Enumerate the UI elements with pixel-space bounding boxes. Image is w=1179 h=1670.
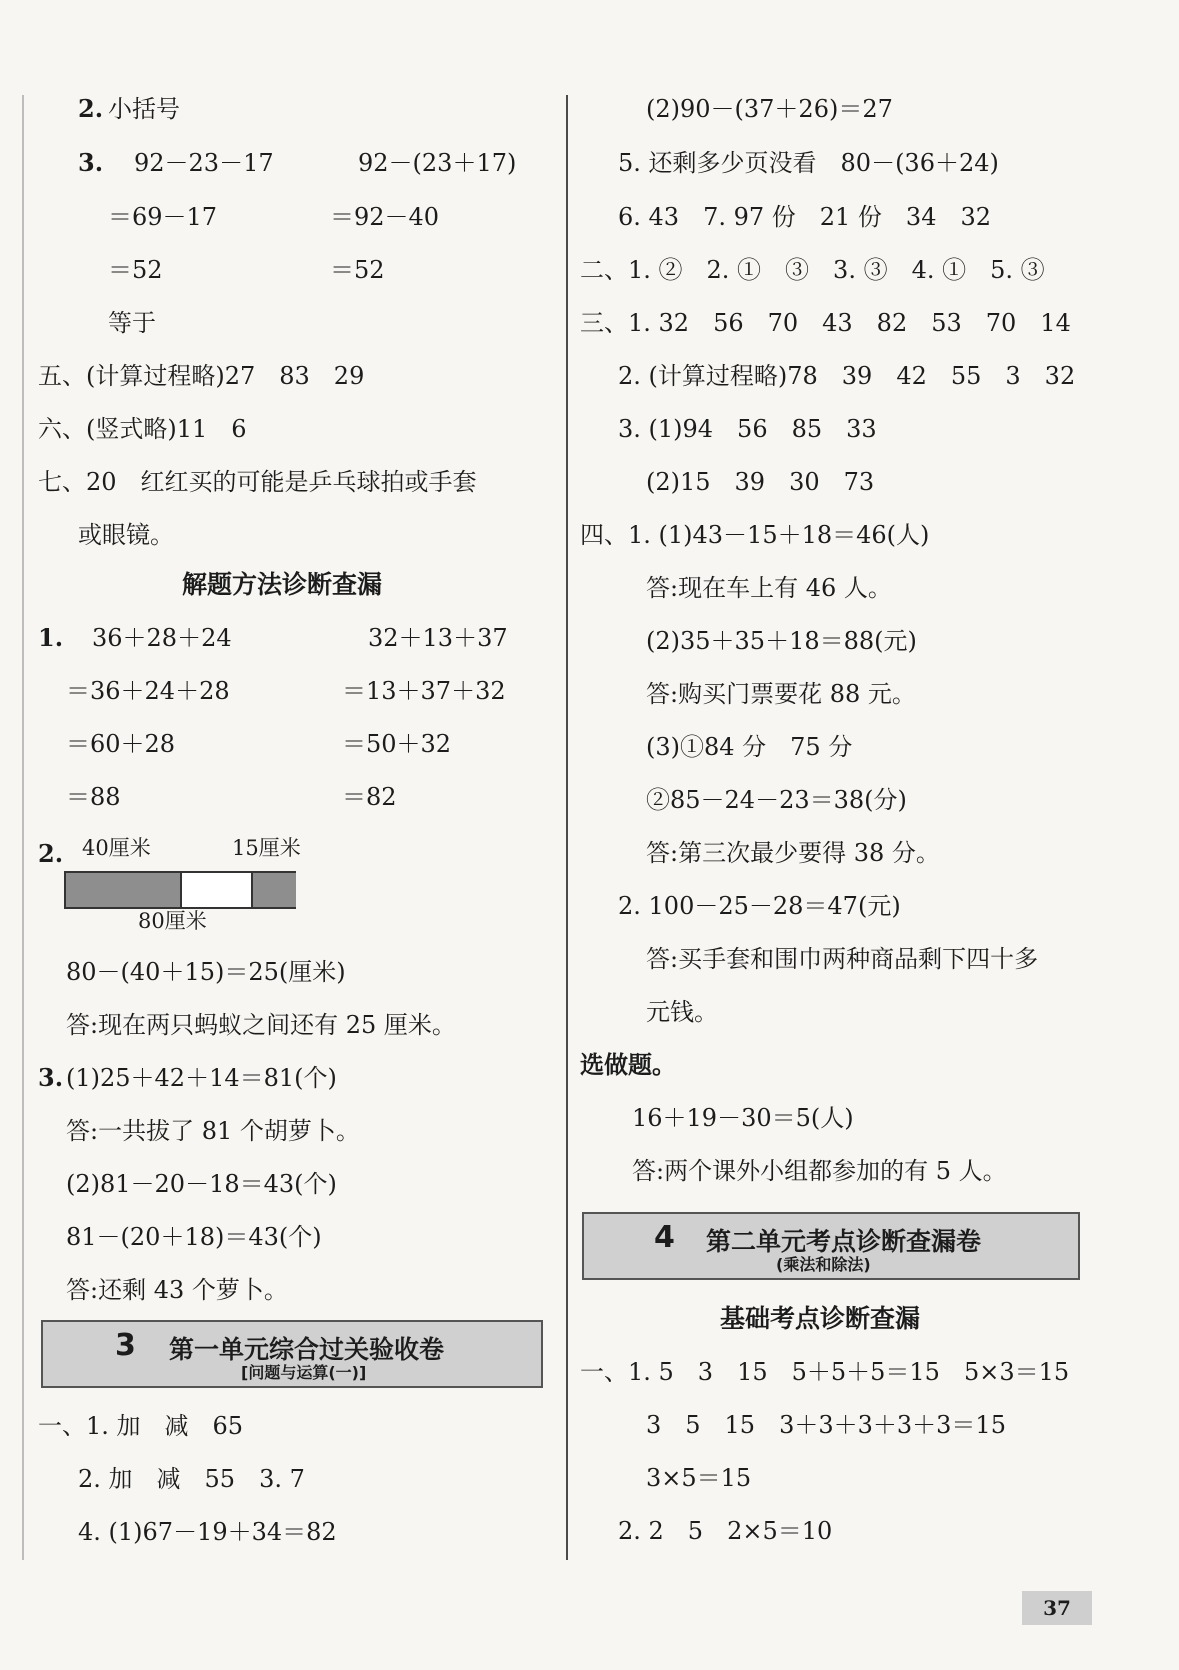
answer-line: (2)35＋35＋18＝88(元): [646, 627, 917, 655]
section-title: 解题方法诊断查漏: [182, 570, 383, 599]
answer-line: 36＋28＋24: [92, 624, 232, 652]
diagram-bottom-label: 80厘米: [138, 909, 207, 933]
answer-line: (2)15 39 30 73: [646, 468, 875, 496]
item-label: 2.: [78, 94, 104, 123]
answer-line: 二、1. ② 2. ① ③ 3. ③ 4. ① 5. ③: [580, 256, 1045, 284]
answer-line: 答:一共拔了 81 个胡萝卜。: [66, 1117, 360, 1145]
answer-line: 3. (1)94 56 85 33: [618, 415, 877, 443]
page-number: 37: [1022, 1591, 1092, 1625]
answer-line: (1)25＋42＋14＝81(个): [66, 1064, 337, 1092]
answer-line: 92－23－17: [134, 149, 274, 177]
answer-line: 六、(竖式略)11 6: [38, 415, 247, 443]
answer-line: 七、20 红红买的可能是乒乓球拍或手套: [38, 468, 477, 496]
section-banner-3: [41, 1320, 543, 1388]
answer-line: ＝52: [330, 256, 385, 284]
answer-line: 2. 加 减 55 3. 7: [78, 1465, 305, 1493]
answer-line: 答:现在车上有 46 人。: [646, 574, 892, 602]
answer-line: ＝82: [342, 783, 397, 811]
answer-line: 答:购买门票要花 88 元。: [646, 680, 916, 708]
item-label: 1.: [38, 623, 64, 652]
answer-line: 小括号: [108, 95, 180, 123]
answer-line: ＝52: [108, 256, 163, 284]
answer-line: 6. 43 7. 97 份 21 份 34 32: [618, 203, 992, 231]
answer-line: (3)①84 分 75 分: [646, 733, 853, 761]
answer-line: 92－(23＋17): [358, 149, 517, 177]
answer-line: 5. 还剩多少页没看 80－(36＋24): [618, 149, 999, 177]
optional-heading: 选做题。: [580, 1051, 676, 1079]
section-title: 基础考点诊断查漏: [720, 1304, 921, 1333]
answer-line: ＝36＋24＋28: [66, 677, 230, 705]
item-label: 3.: [78, 148, 104, 177]
banner-subtitle: (乘法和除法): [776, 1255, 871, 1274]
answer-line: ＝50＋32: [342, 730, 452, 758]
answer-line: ＝88: [66, 783, 121, 811]
answer-line: 2. 100－25－28＝47(元): [618, 892, 901, 920]
answer-line: 80－(40＋15)＝25(厘米): [66, 958, 346, 986]
answer-line: 一、1. 加 减 65: [38, 1412, 244, 1440]
answer-line: 3 5 15 3＋3＋3＋3＋3＝15: [646, 1411, 1006, 1439]
answer-line: (2)81－20－18＝43(个): [66, 1170, 337, 1198]
diagram-left-segment: [66, 873, 182, 907]
answer-line: 四、1. (1)43－15＋18＝46(人): [580, 521, 930, 549]
item-label: 2.: [38, 839, 64, 868]
answer-line: 答:买手套和围巾两种商品剩下四十多: [646, 945, 1039, 973]
item-label: 3.: [38, 1063, 64, 1092]
banner-title: 第二单元考点诊断查漏卷: [706, 1227, 982, 1256]
banner-title: 第一单元综合过关验收卷: [169, 1335, 445, 1364]
diagram-right-label: 15厘米: [232, 836, 301, 860]
answer-line: 32＋13＋37: [368, 624, 508, 652]
answer-line: 五、(计算过程略)27 83 29: [38, 362, 365, 390]
answer-line: 等于: [108, 309, 156, 337]
answer-line: 答:两个课外小组都参加的有 5 人。: [632, 1157, 1007, 1185]
answer-line: 4. (1)67－19＋34＝82: [78, 1518, 337, 1546]
banner-subtitle: [问题与运算(一)]: [241, 1363, 367, 1382]
answer-line: 答:现在两只蚂蚁之间还有 25 厘米。: [66, 1011, 456, 1039]
answer-line: 81－(20＋18)＝43(个): [66, 1223, 322, 1251]
answer-line: 或眼镜。: [78, 521, 174, 549]
answer-line: 16＋19－30＝5(人): [632, 1104, 854, 1132]
answer-line: 三、1. 32 56 70 43 82 53 70 14: [580, 309, 1071, 337]
diagram-left-label: 40厘米: [82, 836, 151, 860]
answer-line: ＝92－40: [330, 203, 440, 231]
answer-line: 3×5＝15: [646, 1464, 752, 1492]
banner-number: 4: [654, 1220, 675, 1255]
answer-line: 2. 2 5 2×5＝10: [618, 1517, 833, 1545]
answer-line: ＝69－17: [108, 203, 218, 231]
answer-line: 一、1. 5 3 15 5＋5＋5＝15 5×3＝15: [580, 1358, 1070, 1386]
column-divider: [566, 95, 568, 1560]
segment-diagram: [64, 871, 296, 909]
answer-line: ＝60＋28: [66, 730, 176, 758]
page-edge-line: [22, 95, 24, 1560]
section-banner-4: [582, 1212, 1080, 1280]
answer-line: 答:还剩 43 个萝卜。: [66, 1276, 288, 1304]
answer-line: ②85－24－23＝38(分): [646, 786, 907, 814]
banner-number: 3: [115, 1328, 136, 1363]
answer-line: (2)90－(37＋26)＝27: [646, 95, 893, 123]
answer-line: 答:第三次最少要得 38 分。: [646, 839, 940, 867]
answer-line: 元钱。: [646, 998, 718, 1026]
diagram-right-segment: [251, 873, 296, 907]
answer-line: ＝13＋37＋32: [342, 677, 506, 705]
answer-line: 2. (计算过程略)78 39 42 55 3 32: [618, 362, 1076, 390]
